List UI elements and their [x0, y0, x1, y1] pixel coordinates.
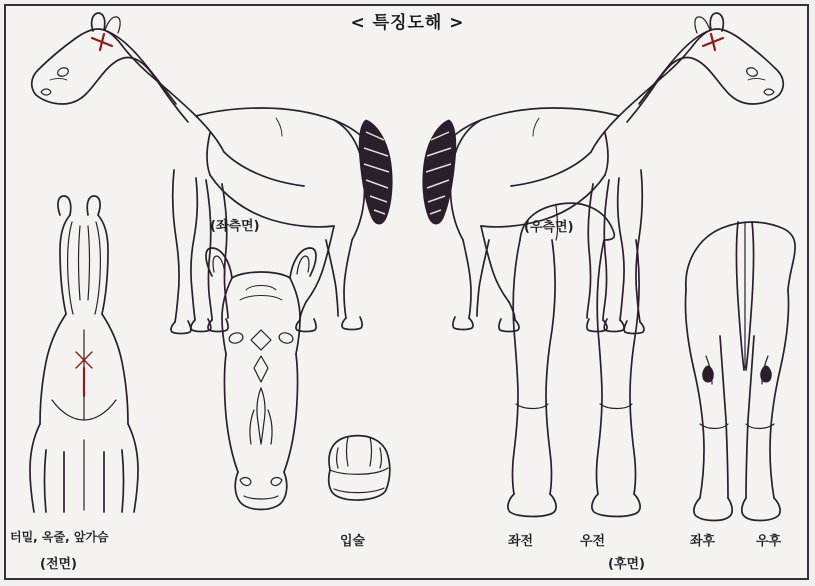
right-side-view-caption: (우측면) — [524, 220, 574, 235]
page-title: < 특징도해 > — [350, 13, 465, 33]
rear-view-drawing — [685, 222, 795, 521]
rear-view-caption: (후면) — [608, 557, 645, 572]
front-view-caption: (전면) — [40, 557, 77, 572]
muzzle-view-caption: 입술 — [340, 534, 366, 549]
right-front-leg-label: 우전 — [580, 534, 606, 549]
front-view-label: 터밀, 옥줄, 앞가슴 — [10, 530, 109, 544]
left-side-view-caption: (좌측면) — [210, 219, 260, 234]
right-hind-leg-label: 우후 — [756, 534, 782, 549]
left-front-leg-label: 좌전 — [508, 534, 534, 549]
left-hind-leg-label: 좌후 — [690, 534, 716, 549]
